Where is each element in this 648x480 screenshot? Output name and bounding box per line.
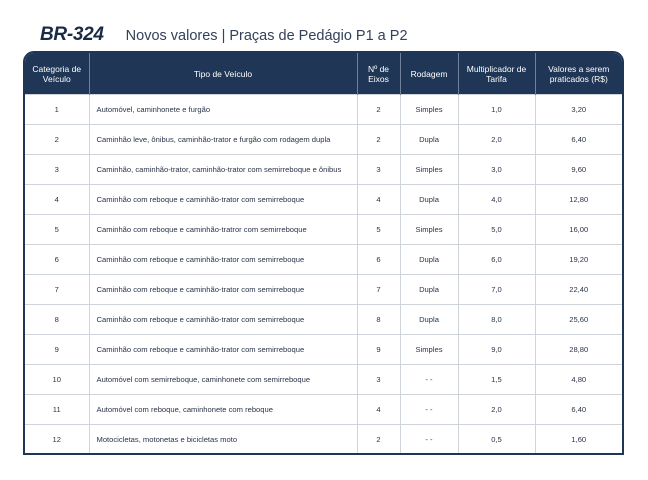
table-row bbox=[25, 275, 622, 305]
cell-multiplicador: 2,0 bbox=[458, 395, 535, 425]
table-row bbox=[25, 305, 622, 335]
cell-tipo: Caminhão, caminhão-trator, caminhão-trator com semirreboque e ônibus bbox=[89, 155, 357, 185]
cell-valor: 25,60 bbox=[535, 305, 622, 335]
cell-categoria: 7 bbox=[25, 275, 89, 305]
col-header-eixos: Nº de Eixos bbox=[357, 53, 400, 95]
cell-multiplicador: 6,0 bbox=[458, 245, 535, 275]
cell-eixos: 3 bbox=[357, 155, 400, 185]
cell-rodagem: - - bbox=[400, 395, 458, 425]
toll-table bbox=[25, 53, 622, 454]
cell-rodagem: Simples bbox=[400, 335, 458, 365]
page-subtitle: Novos valores | Praças de Pedágio P1 a P2 bbox=[125, 28, 408, 44]
table-row bbox=[25, 245, 622, 275]
cell-multiplicador: 8,0 bbox=[458, 305, 535, 335]
cell-tipo: Caminhão com reboque e caminhão-trator com semirreboque bbox=[89, 185, 357, 215]
table-row bbox=[25, 365, 622, 395]
cell-tipo: Caminhão com reboque e caminhão-trator com semirreboque bbox=[89, 335, 357, 365]
cell-categoria: 8 bbox=[25, 305, 89, 335]
cell-multiplicador: 1,5 bbox=[458, 365, 535, 395]
cell-valor: 3,20 bbox=[535, 95, 622, 125]
cell-categoria: 4 bbox=[25, 185, 89, 215]
table-row bbox=[25, 395, 622, 425]
cell-valor: 4,80 bbox=[535, 365, 622, 395]
table-row bbox=[25, 335, 622, 365]
col-header-categoria: Categoria de Veículo bbox=[25, 53, 89, 95]
cell-valor: 9,60 bbox=[535, 155, 622, 185]
cell-multiplicador: 5,0 bbox=[458, 215, 535, 245]
table-row bbox=[25, 125, 622, 155]
table-header bbox=[25, 53, 622, 95]
cell-rodagem: Dupla bbox=[400, 305, 458, 335]
cell-categoria: 11 bbox=[25, 395, 89, 425]
cell-multiplicador: 9,0 bbox=[458, 335, 535, 365]
cell-categoria: 5 bbox=[25, 215, 89, 245]
cell-tipo: Caminhão com reboque e caminhão-trator com semirreboque bbox=[89, 275, 357, 305]
col-header-tipo: Tipo de Veículo bbox=[89, 53, 357, 95]
cell-multiplicador: 1,0 bbox=[458, 95, 535, 125]
cell-eixos: 6 bbox=[357, 245, 400, 275]
cell-categoria: 10 bbox=[25, 365, 89, 395]
cell-tipo: Caminhão com reboque e caminhão-tratror com semirreboque bbox=[89, 215, 357, 245]
table-row bbox=[25, 215, 622, 245]
cell-categoria: 9 bbox=[25, 335, 89, 365]
cell-eixos: 2 bbox=[357, 125, 400, 155]
cell-categoria: 1 bbox=[25, 95, 89, 125]
cell-eixos: 2 bbox=[357, 95, 400, 125]
cell-rodagem: Dupla bbox=[400, 125, 458, 155]
toll-table-container bbox=[23, 51, 624, 455]
cell-rodagem: Simples bbox=[400, 155, 458, 185]
cell-categoria: 12 bbox=[25, 425, 89, 455]
table-body bbox=[25, 95, 622, 455]
cell-eixos: 9 bbox=[357, 335, 400, 365]
cell-tipo: Caminhão com reboque e caminhão-trator com semirreboque bbox=[89, 305, 357, 335]
cell-tipo: Motocicletas, motonetas e bicicletas moto bbox=[89, 425, 357, 455]
cell-tipo: Caminhão com reboque e caminhão-trator com semirreboque bbox=[89, 245, 357, 275]
cell-eixos: 4 bbox=[357, 395, 400, 425]
cell-valor: 6,40 bbox=[535, 395, 622, 425]
cell-tipo: Automóvel com reboque, caminhonete com reboque bbox=[89, 395, 357, 425]
cell-multiplicador: 0,5 bbox=[458, 425, 535, 455]
cell-categoria: 6 bbox=[25, 245, 89, 275]
cell-eixos: 8 bbox=[357, 305, 400, 335]
cell-eixos: 5 bbox=[357, 215, 400, 245]
cell-valor: 22,40 bbox=[535, 275, 622, 305]
col-header-valores: Valores a serem praticados (R$) bbox=[535, 53, 622, 95]
cell-rodagem: Simples bbox=[400, 215, 458, 245]
cell-valor: 12,80 bbox=[535, 185, 622, 215]
cell-multiplicador: 3,0 bbox=[458, 155, 535, 185]
table-row bbox=[25, 155, 622, 185]
table-row bbox=[25, 425, 622, 455]
cell-rodagem: Dupla bbox=[400, 245, 458, 275]
cell-multiplicador: 4,0 bbox=[458, 185, 535, 215]
cell-tipo: Caminhão leve, ônibus, caminhão-trator e furgão com rodagem dupla bbox=[89, 125, 357, 155]
cell-valor: 6,40 bbox=[535, 125, 622, 155]
cell-rodagem: - - bbox=[400, 425, 458, 455]
cell-valor: 28,80 bbox=[535, 335, 622, 365]
cell-rodagem: Simples bbox=[400, 95, 458, 125]
cell-rodagem: Dupla bbox=[400, 275, 458, 305]
cell-eixos: 3 bbox=[357, 365, 400, 395]
road-title: BR-324 bbox=[40, 24, 104, 45]
cell-multiplicador: 7,0 bbox=[458, 275, 535, 305]
cell-valor: 16,00 bbox=[535, 215, 622, 245]
table-row bbox=[25, 95, 622, 125]
header-row bbox=[25, 53, 622, 95]
title-bar bbox=[40, 24, 408, 48]
cell-multiplicador: 2,0 bbox=[458, 125, 535, 155]
cell-rodagem: Dupla bbox=[400, 185, 458, 215]
cell-eixos: 4 bbox=[357, 185, 400, 215]
cell-categoria: 2 bbox=[25, 125, 89, 155]
col-header-rodagem: Rodagem bbox=[400, 53, 458, 95]
cell-tipo: Automóvel, caminhonete e furgão bbox=[89, 95, 357, 125]
cell-valor: 19,20 bbox=[535, 245, 622, 275]
table-row bbox=[25, 185, 622, 215]
cell-rodagem: - - bbox=[400, 365, 458, 395]
cell-valor: 1,60 bbox=[535, 425, 622, 455]
cell-tipo: Automóvel com semirreboque, caminhonete com semirreboque bbox=[89, 365, 357, 395]
col-header-multiplicador: Multiplicador de Tarifa bbox=[458, 53, 535, 95]
cell-eixos: 7 bbox=[357, 275, 400, 305]
cell-categoria: 3 bbox=[25, 155, 89, 185]
cell-eixos: 2 bbox=[357, 425, 400, 455]
